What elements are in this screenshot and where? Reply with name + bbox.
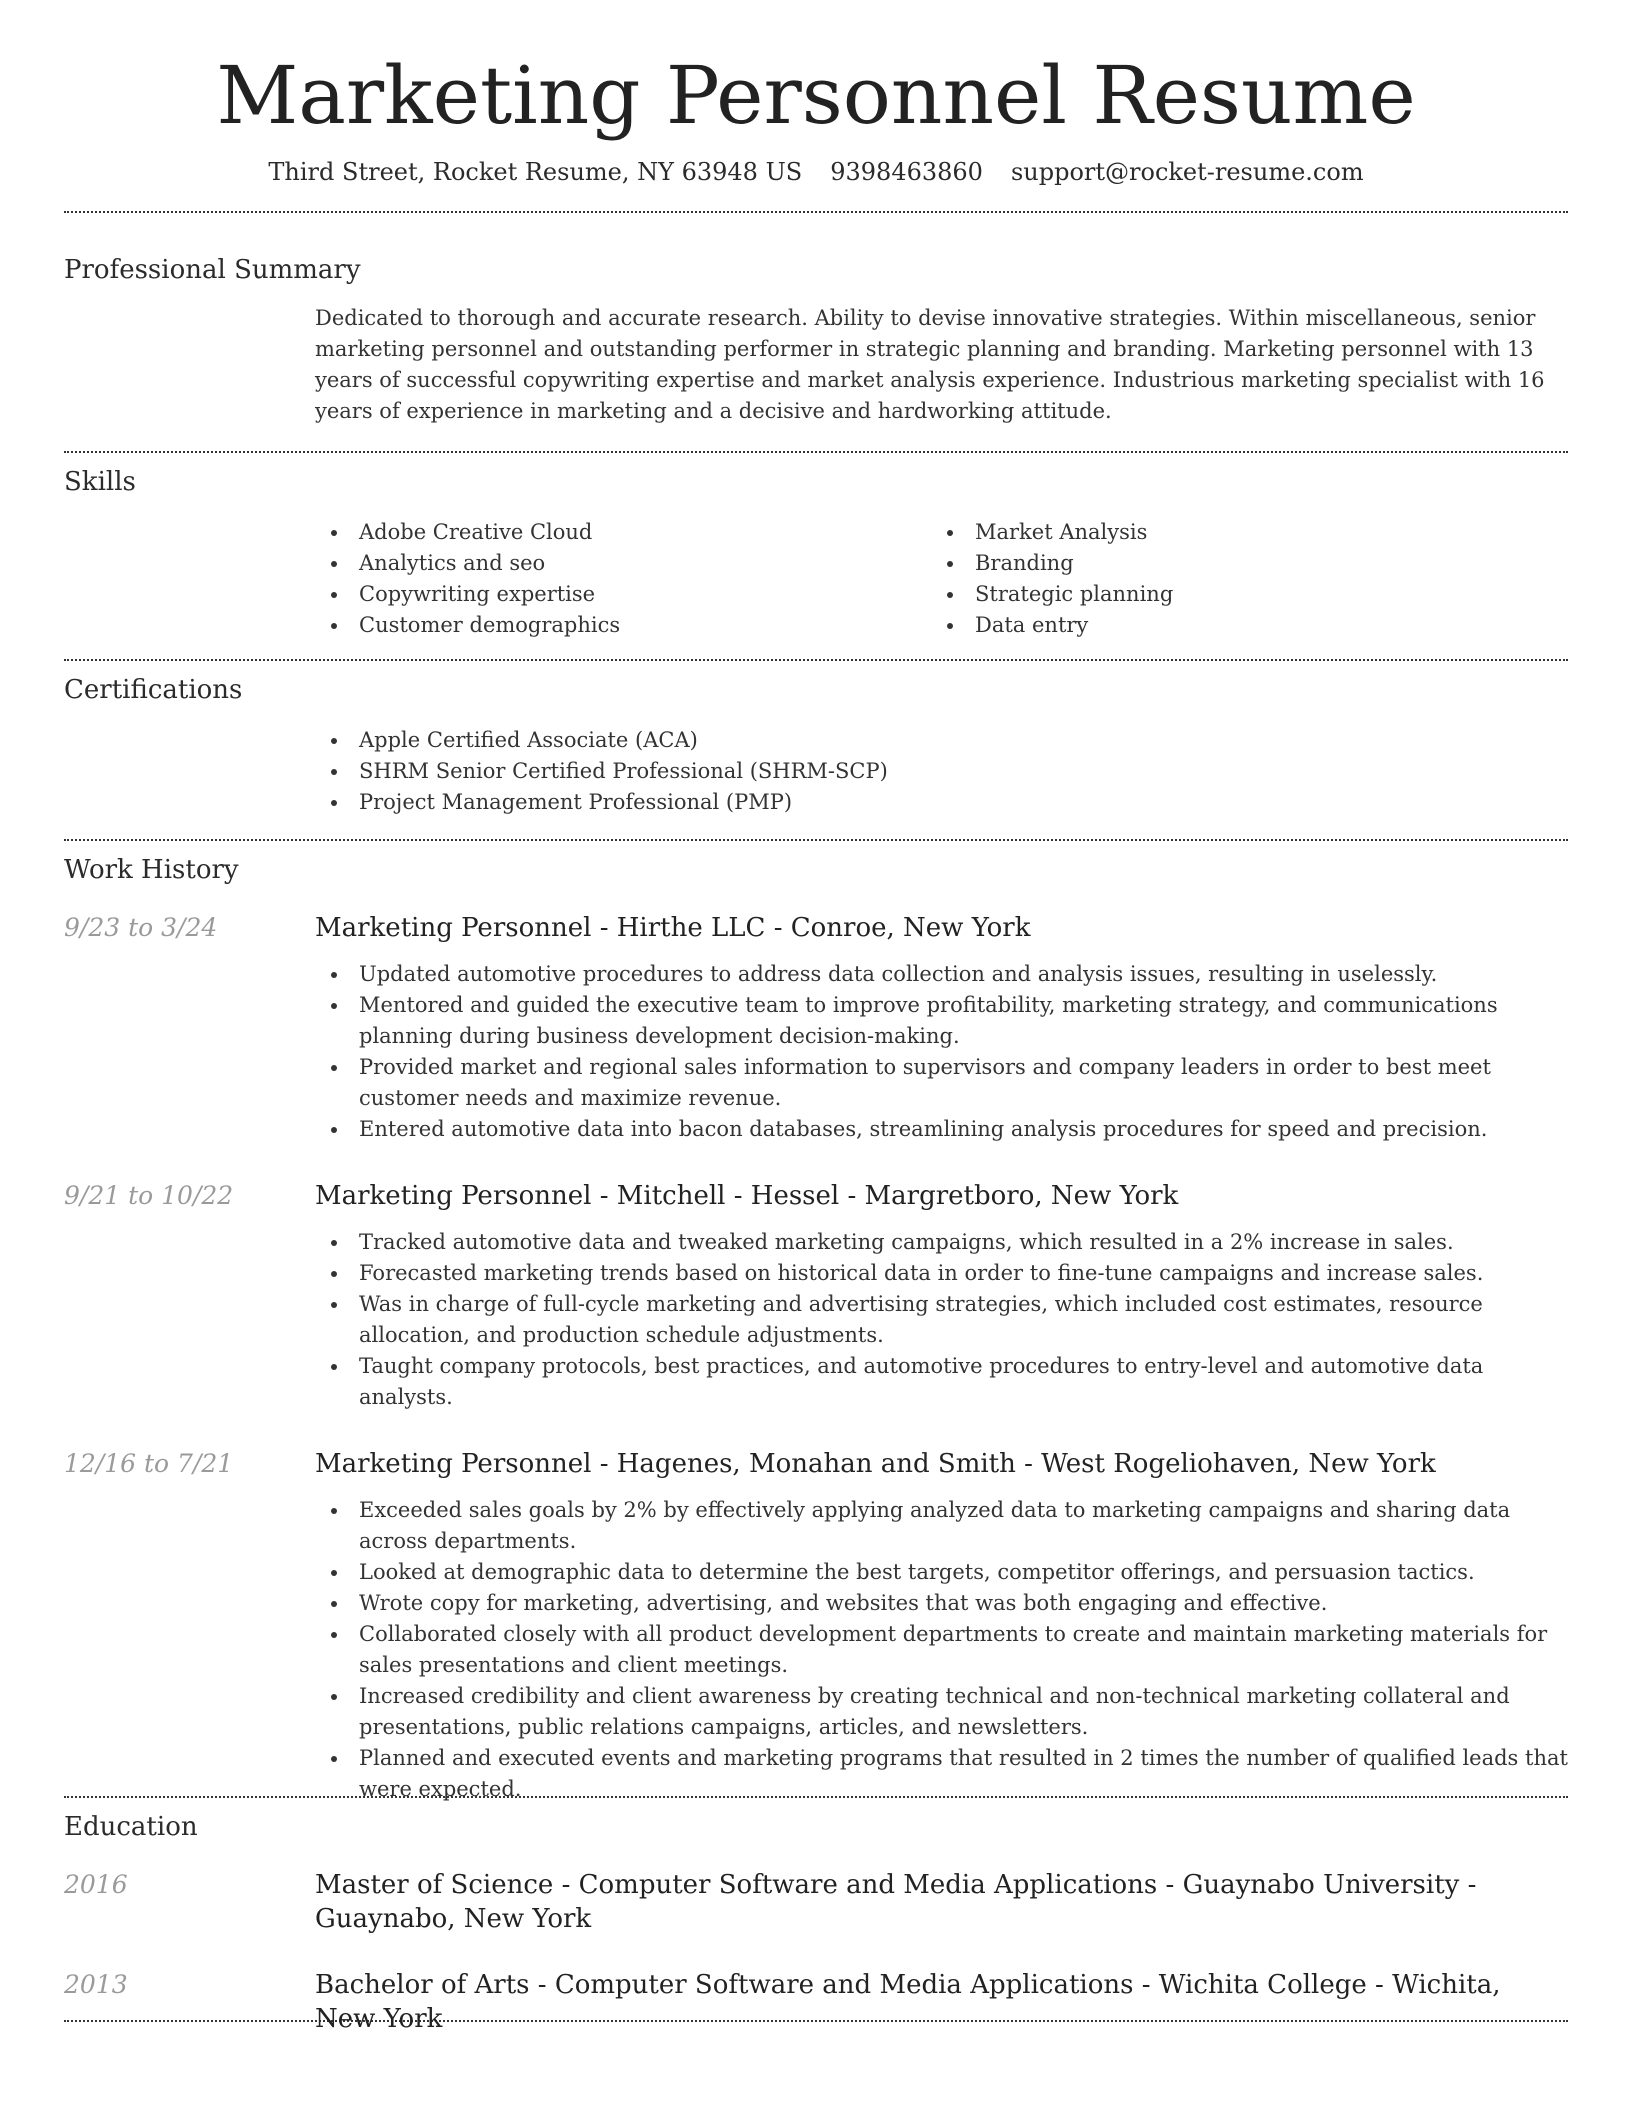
job-body xyxy=(315,1447,1568,1805)
education-title: Master of Science - Computer Software and Media Applications - Guaynabo University - Guaynabo, New York xyxy=(315,1870,1477,1934)
job-entry xyxy=(64,911,1568,1145)
education-date: 2013 xyxy=(64,1970,128,1999)
job-bullets xyxy=(315,1227,1568,1413)
education-heading: Education xyxy=(64,1812,198,1842)
summary-heading: Professional Summary xyxy=(64,255,361,285)
education-entry xyxy=(64,1968,1568,2036)
certifications-heading: Certifications xyxy=(64,675,243,705)
work-history-section xyxy=(64,841,1568,1801)
job-bullet: Exceeded sales goals by 2% by effectively applying analyzed data to marketing campaigns and sharing data across departments. xyxy=(315,1495,1568,1557)
skills-section xyxy=(64,453,1568,659)
skill-item: Copywriting expertise xyxy=(315,579,931,610)
skills-grid xyxy=(315,517,1568,641)
summary-text: Dedicated to thorough and accurate research. Ability to devise innovative strategies. Within miscellaneous, senior marketing personnel and outstanding performer in strategic planning and branding. Marketing personnel with 13 years of successful copywriting expertise and market analysis experience. Industrious marketing specialist with 16 years of experience in marketing and a decisive and hardworking attitude. xyxy=(315,306,1545,423)
work-history-heading: Work History xyxy=(64,855,239,885)
job-bullet: Looked at demographic data to determine the best targets, competitor offerings, and persuasion tactics. xyxy=(315,1557,1568,1588)
job-entry xyxy=(64,1447,1568,1805)
job-bullets xyxy=(315,1495,1568,1805)
job-bullet: Planned and executed events and marketing programs that resulted in 2 times the number of qualified leads that were expected. xyxy=(315,1743,1568,1805)
job-bullet: Tracked automotive data and tweaked marketing campaigns, which resulted in a 2% increase in sales. xyxy=(315,1227,1568,1258)
summary-section xyxy=(64,213,1568,451)
education-entry xyxy=(64,1868,1568,1936)
email: support@rocket-resume.com xyxy=(1010,158,1364,186)
job-bullet: Entered automotive data into bacon databases, streamlining analysis procedures for speed and precision. xyxy=(315,1114,1568,1145)
job-body xyxy=(315,1179,1568,1413)
skill-item: Customer demographics xyxy=(315,610,931,641)
job-date: 12/16 to 7/21 xyxy=(64,1449,234,1478)
job-entry xyxy=(64,1179,1568,1413)
certification-item: Apple Certified Associate (ACA) xyxy=(315,725,1568,756)
resume-title: Marketing Personnel Resume xyxy=(216,49,1416,142)
job-bullet: Collaborated closely with all product development departments to create and maintain marketing materials for sales presentations and client meetings. xyxy=(315,1619,1568,1681)
job-title: Marketing Personnel - Mitchell - Hessel - Margretboro, New York xyxy=(315,1181,1179,1211)
job-date: 9/21 to 10/22 xyxy=(64,1181,234,1210)
job-title: Marketing Personnel - Hirthe LLC - Conroe, New York xyxy=(315,913,1031,943)
job-bullets xyxy=(315,959,1568,1145)
skills-heading: Skills xyxy=(64,467,136,497)
certification-item: Project Management Professional (PMP) xyxy=(315,787,1568,818)
phone: 9398463860 xyxy=(830,158,983,186)
job-bullet: Taught company protocols, best practices, and automotive procedures to entry-level and automotive data analysts. xyxy=(315,1351,1568,1413)
certifications-section xyxy=(64,661,1568,839)
contact-line xyxy=(64,155,1568,211)
job-bullet: Mentored and guided the executive team to improve profitability, marketing strategy, and communications planning during business development decision-making. xyxy=(315,990,1568,1052)
skills-list-right xyxy=(931,517,1547,641)
skills-list-left xyxy=(315,517,931,641)
job-bullet: Was in charge of full-cycle marketing and advertising strategies, which included cost estimates, resource allocation, and production schedule adjustments. xyxy=(315,1289,1568,1351)
skill-item: Data entry xyxy=(931,610,1547,641)
education-title: Bachelor of Arts - Computer Software and Media Applications - Wichita College - Wichita, New York xyxy=(315,1970,1501,2034)
job-bullet: Provided market and regional sales information to supervisors and company leaders in order to best meet customer needs and maximize revenue. xyxy=(315,1052,1568,1114)
job-body xyxy=(315,911,1568,1145)
certifications-list xyxy=(315,725,1568,818)
certifications-body xyxy=(315,725,1568,818)
job-bullet: Wrote copy for marketing, advertising, and websites that was both engaging and effective. xyxy=(315,1588,1568,1619)
skill-item: Analytics and seo xyxy=(315,548,931,579)
certification-item: SHRM Senior Certified Professional (SHRM-SCP) xyxy=(315,756,1568,787)
job-date: 9/23 to 3/24 xyxy=(64,913,218,942)
skill-item: Strategic planning xyxy=(931,579,1547,610)
address: Third Street, Rocket Resume, NY 63948 US xyxy=(268,158,803,186)
education-date: 2016 xyxy=(64,1870,128,1899)
job-bullet: Forecasted marketing trends based on historical data in order to fine-tune campaigns and increase sales. xyxy=(315,1258,1568,1289)
job-title: Marketing Personnel - Hagenes, Monahan and Smith - West Rogeliohaven, New York xyxy=(315,1449,1436,1479)
job-bullet: Updated automotive procedures to address data collection and analysis issues, resulting in uselessly. xyxy=(315,959,1568,990)
skill-item: Adobe Creative Cloud xyxy=(315,517,931,548)
skill-item: Branding xyxy=(931,548,1547,579)
education-section xyxy=(64,1798,1568,2034)
job-bullet: Increased credibility and client awareness by creating technical and non-technical marketing collateral and presentations, public relations campaigns, articles, and newsletters. xyxy=(315,1681,1568,1743)
skill-item: Market Analysis xyxy=(931,517,1547,548)
